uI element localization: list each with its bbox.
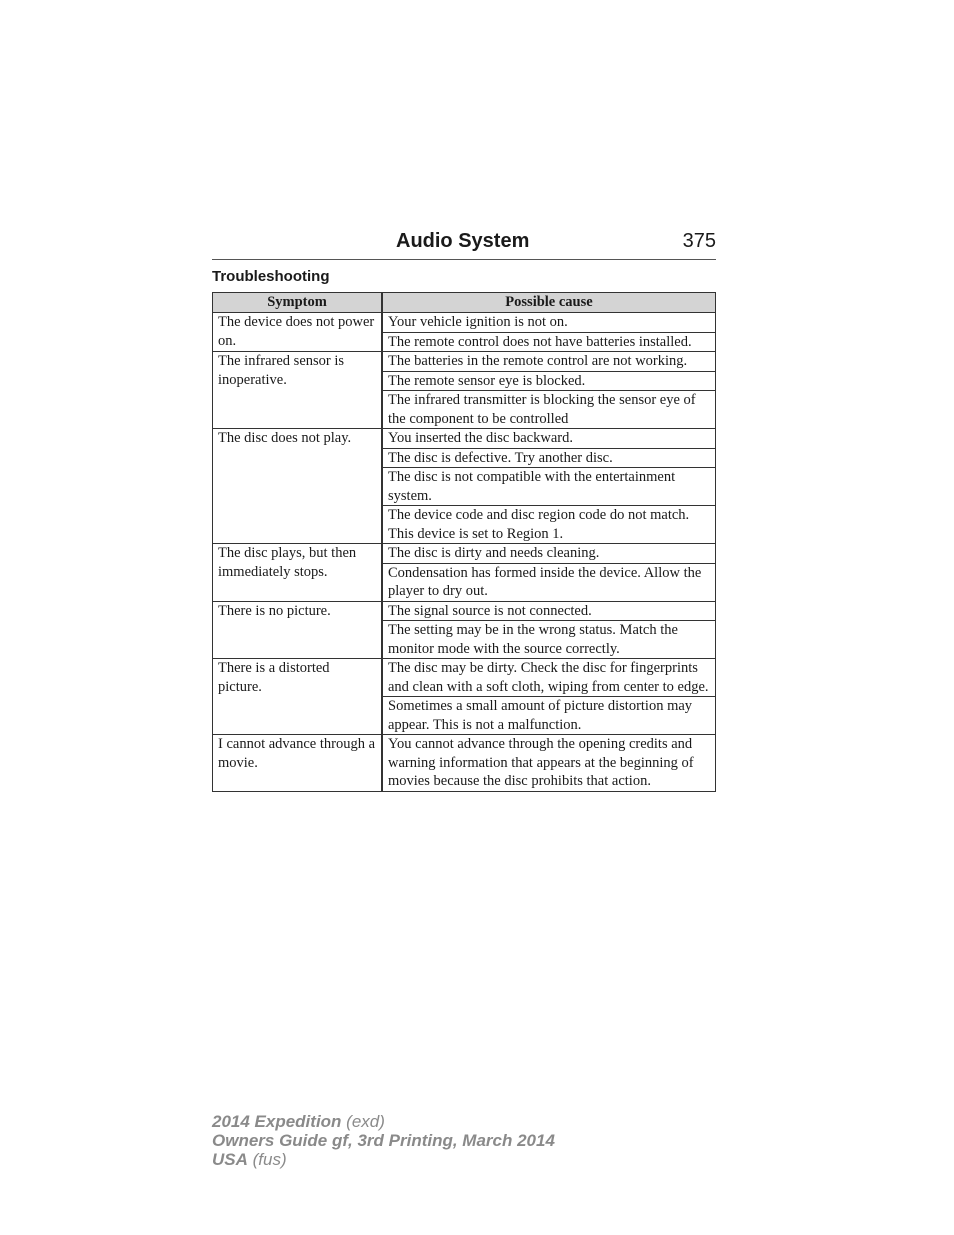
table-row xyxy=(213,352,716,372)
cause-cell: The batteries in the remote control are not working. xyxy=(382,352,716,372)
table-header-row xyxy=(213,293,716,313)
cause-cell: The setting may be in the wrong status. Match the monitor mode with the source correctly. xyxy=(382,621,716,659)
cause-cell: The device code and disc region code do not match. This device is set to Region 1. xyxy=(382,506,716,544)
symptom-cell: The disc does not play. xyxy=(213,429,383,544)
page-footer xyxy=(212,1112,555,1169)
table-row xyxy=(213,601,716,621)
cause-cell: Sometimes a small amount of picture distortion may appear. This is not a malfunction. xyxy=(382,697,716,735)
cause-cell: The disc may be dirty. Check the disc for fingerprints and clean with a soft cloth, wiping from center to edge. xyxy=(382,659,716,697)
footer-guide-line xyxy=(212,1131,555,1150)
cause-header: Possible cause xyxy=(382,293,716,313)
cause-cell: The infrared transmitter is blocking the sensor eye of the component to be controlled xyxy=(382,391,716,429)
table-row xyxy=(213,313,716,333)
table-row xyxy=(213,544,716,564)
troubleshooting-table xyxy=(212,292,716,792)
footer-model-code: (exd) xyxy=(346,1112,385,1131)
footer-market-code: (fus) xyxy=(252,1150,287,1169)
page-header xyxy=(212,228,716,260)
cause-cell: The disc is dirty and needs cleaning. xyxy=(382,544,716,564)
cause-cell: The signal source is not connected. xyxy=(382,601,716,621)
cause-cell: You cannot advance through the opening credits and warning information that appears at the beginning of movies because the disc prohibits that action. xyxy=(382,735,716,792)
cause-cell: You inserted the disc backward. xyxy=(382,429,716,449)
table-row xyxy=(213,429,716,449)
symptom-cell: The infrared sensor is inoperative. xyxy=(213,352,383,429)
footer-guide: Owners Guide gf, 3rd Printing, March 2014 xyxy=(212,1131,555,1150)
table-row xyxy=(213,659,716,697)
footer-model: 2014 Expedition xyxy=(212,1112,342,1131)
page-number: 375 xyxy=(682,230,716,252)
table-row xyxy=(213,735,716,792)
chapter-title: Audio System xyxy=(396,230,530,252)
cause-cell: Condensation has formed inside the device. Allow the player to dry out. xyxy=(382,563,716,601)
symptom-cell: The device does not power on. xyxy=(213,313,383,352)
cause-cell: The disc is not compatible with the entertainment system. xyxy=(382,468,716,506)
cause-cell: Your vehicle ignition is not on. xyxy=(382,313,716,333)
cause-cell: The disc is defective. Try another disc. xyxy=(382,448,716,468)
footer-market: USA xyxy=(212,1150,248,1169)
symptom-cell: The disc plays, but then immediately stops. xyxy=(213,544,383,602)
symptom-cell: There is no picture. xyxy=(213,601,383,659)
symptom-cell: There is a distorted picture. xyxy=(213,659,383,735)
footer-market-line xyxy=(212,1150,555,1169)
table-body xyxy=(213,313,716,792)
cause-cell: The remote control does not have batteries installed. xyxy=(382,332,716,352)
symptom-header: Symptom xyxy=(213,293,383,313)
footer-model-line xyxy=(212,1112,555,1131)
symptom-cell: I cannot advance through a movie. xyxy=(213,735,383,792)
section-title: Troubleshooting xyxy=(212,268,330,285)
cause-cell: The remote sensor eye is blocked. xyxy=(382,371,716,391)
